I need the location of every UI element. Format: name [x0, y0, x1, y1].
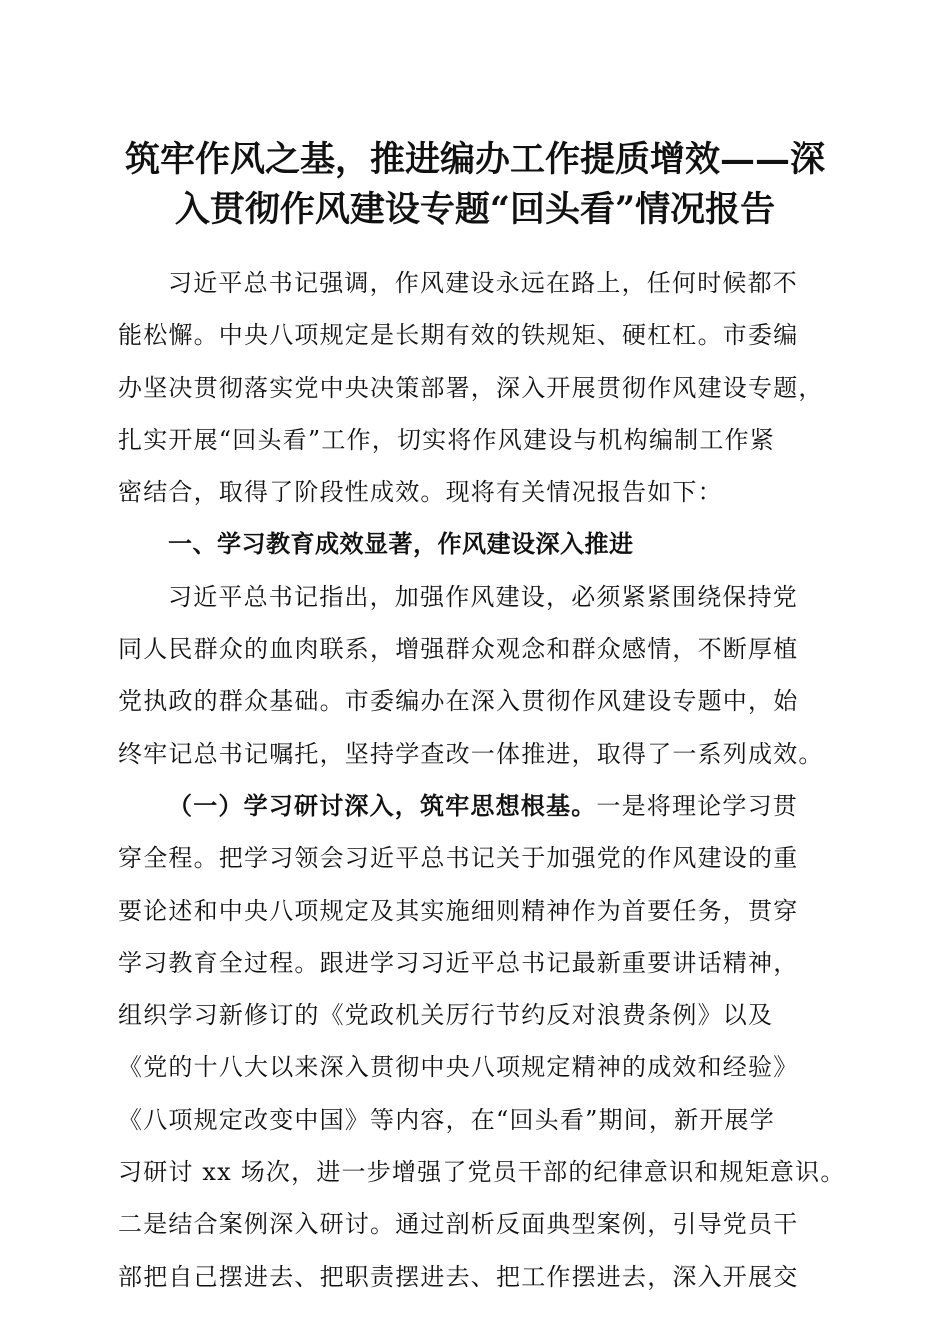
paragraph-line: 习研讨 xx 场次，进一步增强了党员干部的纪律意识和规矩意识。: [118, 1158, 846, 1187]
paragraph-line: 办坚决贯彻落实党中央决策部署，深入开展贯彻作风建设专题，: [118, 373, 824, 402]
paragraph-line: 同人民群众的血肉联系，增强群众观念和群众感情，不断厚植: [118, 635, 799, 664]
paragraph-line: 密结合，取得了阶段性成效。现将有关情况报告如下：: [118, 478, 723, 507]
document-title: [110, 135, 840, 235]
paragraph-line: 《八项规定改变中国》等内容，在“回头看”期间，新开展学: [118, 1105, 775, 1134]
paragraph-line: 能松懈。中央八项规定是长期有效的铁规矩、硬杠杠。市委编: [118, 321, 799, 350]
paragraph-line: 部把自己摆进去、把职责摆进去、把工作摆进去，深入开展交: [118, 1262, 799, 1291]
paragraph-line: 穿全程。把学习领会习近平总书记关于加强党的作风建设的重: [118, 844, 799, 873]
paragraph-line: 二是结合案例深入研讨。通过剖析反面典型案例，引导党员干: [118, 1210, 799, 1239]
subsection-text: 一是将理论学习贯: [596, 791, 799, 820]
paragraph-line: 《党的十八大以来深入贯彻中央八项规定精神的成效和经验》: [118, 1053, 799, 1082]
paragraph-line: 要论述和中央八项规定及其实施细则精神作为首要任务，贯穿: [118, 896, 799, 925]
section-heading: 一、学习教育成效显著，作风建设深入推进: [168, 530, 634, 559]
subsection-heading: （一）学习研讨深入，筑牢思想根基。: [168, 791, 597, 820]
paragraph-line: 习近平总书记指出，加强作风建设，必须紧紧围绕保持党: [168, 582, 798, 611]
title-line-1: 筑牢作风之基，推进编办工作提质增效——深: [124, 139, 825, 180]
paragraph-line: 组织学习新修订的《党政机关厉行节约反对浪费条例》以及: [118, 1001, 774, 1030]
paragraph-line: 扎实开展“回头看”工作，切实将作风建设与机构编制工作紧: [118, 425, 775, 454]
subsection-line: [118, 780, 832, 832]
paragraph-line: 党执政的群众基础。市委编办在深入贯彻作风建设专题中，始: [118, 687, 799, 716]
paragraph-line: 习近平总书记强调，作风建设永远在路上，任何时候都不: [168, 269, 798, 297]
paragraph-line: 终牢记总书记嘱托，坚持学查改一体推进，取得了一系列成效。: [118, 739, 824, 768]
document-body: [118, 257, 846, 1303]
title-line-2: 入贯彻作风建设专题“回头看”情况报告: [174, 189, 776, 230]
paragraph-line: 学习教育全过程。跟进学习习近平总书记最新重要讲话精神，: [118, 948, 799, 977]
